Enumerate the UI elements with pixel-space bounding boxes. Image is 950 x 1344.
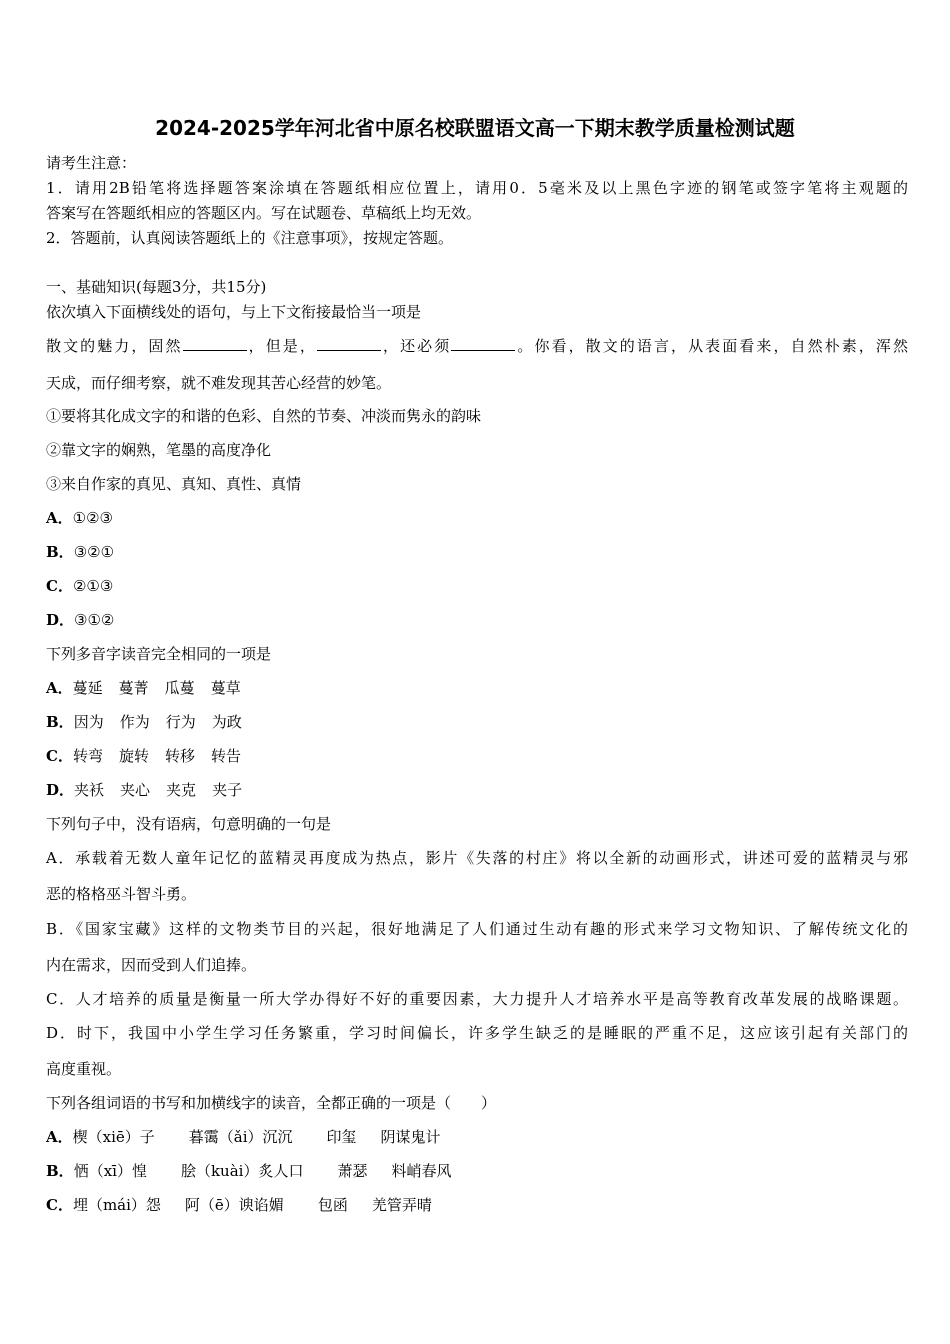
q1-passage-part-d: 。你看，散文的语言，从表面看来，自然朴素，浑然 xyxy=(515,337,908,355)
q4-option-b xyxy=(46,1160,451,1181)
q4-option-b-label: B． xyxy=(46,1162,74,1180)
q1-option-c-text: ②①③ xyxy=(72,577,114,595)
q4-option-b-item: 脍（kuài）炙人口 xyxy=(180,1162,304,1180)
q2-option-c xyxy=(46,745,241,766)
q2-option-b-word: 作为 xyxy=(119,713,150,731)
q1-option-b-label: B． xyxy=(46,543,74,561)
q2-option-a-word: 蔓延 xyxy=(72,679,103,697)
q1-option-a-text: ①②③ xyxy=(72,509,113,527)
q3-option-a-line-2: 恶的格格巫斗智斗勇。 xyxy=(46,885,197,903)
q2-option-c-word: 转弯 xyxy=(72,747,103,765)
q2-option-c-label: C． xyxy=(46,747,73,765)
notice-item-1-line-2: 答案写在答题纸相应的答题区内。写在试题卷、草稿纸上均无效。 xyxy=(46,204,482,222)
q1-passage-line-2: 天成，而仔细考察，就不难发现其苦心经营的妙笔。 xyxy=(46,374,392,392)
q4-option-a-item: 暮霭（ǎi）沉沉 xyxy=(188,1128,293,1146)
q1-sentence-3: ③来自作家的真见、真知、真性、真情 xyxy=(46,475,302,493)
q4-option-a-item: 楔（xiē）子 xyxy=(72,1128,155,1146)
q2-option-b-word: 为政 xyxy=(211,713,242,731)
fill-blank-1 xyxy=(183,338,247,351)
q2-option-b xyxy=(46,711,242,732)
q2-option-b-label: B． xyxy=(46,713,74,731)
notice-item-1-line-1: 1．请用2B铅笔将选择题答案涂填在答题纸相应位置上，请用0．5毫米及以上黑色字迹的钢笔或签字笔将主观题的 xyxy=(46,179,908,197)
q1-stem: 依次填入下面横线处的语句，与上下文衔接最恰当一项是 xyxy=(46,303,422,321)
q2-option-c-word: 旋转 xyxy=(118,747,149,765)
q4-option-a xyxy=(46,1126,441,1147)
q3-option-d-line-1: D．时下，我国中小学生学习任务繁重，学习时间偏长，许多学生缺乏的是睡眠的严重不足，这应该引起有关部门的 xyxy=(46,1024,908,1042)
q3-stem: 下列句子中，没有语病，句意明确的一句是 xyxy=(46,815,332,833)
q4-option-c-item: 埋（mái）怨 xyxy=(72,1196,161,1214)
q4-option-a-item: 阴谋鬼计 xyxy=(380,1128,441,1146)
q3-option-b-line-1: B．《国家宝藏》这样的文物类节目的兴起，很好地满足了人们通过生动有趣的形式来学习文物知识、了解传统文化的 xyxy=(46,920,908,938)
q3-option-a-line-1: A．承载着无数人童年记忆的蓝精灵再度成为热点，影片《失落的村庄》将以全新的动画形式，讲述可爱的蓝精灵与邪 xyxy=(46,849,908,867)
q1-passage-line-1 xyxy=(46,335,908,356)
q2-option-d xyxy=(46,779,242,800)
q1-option-d xyxy=(46,609,114,630)
q1-sentence-1: ①要将其化成文字的和谐的色彩、自然的节奏、冲淡而隽永的韵味 xyxy=(46,407,482,425)
q1-option-a-label: A． xyxy=(46,509,73,527)
q1-option-a xyxy=(46,507,113,528)
notice-heading: 请考生注意： xyxy=(46,154,137,172)
q1-option-c xyxy=(46,575,113,596)
fill-blank-2 xyxy=(317,338,381,351)
q1-sentence-2: ②靠文字的娴熟，笔墨的高度净化 xyxy=(46,441,272,459)
q4-option-c-item: 包函 xyxy=(317,1196,348,1214)
q4-option-c-item: 羌管弄晴 xyxy=(371,1196,432,1214)
q3-option-b-line-2: 内在需求，因而受到人们追捧。 xyxy=(46,956,257,974)
q1-passage-part-a: 散文的魅力，固然 xyxy=(46,337,183,355)
q2-option-d-word: 夹克 xyxy=(166,781,197,799)
q1-passage-part-b: ，但是， xyxy=(246,337,317,355)
section-1-heading: 一、基础知识(每题3分，共15分) xyxy=(46,278,267,296)
q4-option-c xyxy=(46,1194,432,1215)
q2-option-d-word: 夹袄 xyxy=(74,781,105,799)
q1-option-d-text: ③①② xyxy=(74,611,115,629)
q2-option-a-word: 瓜蔓 xyxy=(164,679,195,697)
q4-option-b-item: 料峭春风 xyxy=(391,1162,452,1180)
notice-item-2: 2．答题前，认真阅读答题纸上的《注意事项》，按规定答题。 xyxy=(46,229,454,247)
q2-option-a-label: A． xyxy=(46,679,73,697)
q4-stem: 下列各组词语的书写和加横线字的读音，全都正确的一项是（ ） xyxy=(46,1094,497,1112)
q2-option-d-word: 夹心 xyxy=(120,781,151,799)
q1-passage-part-c: ，还必须 xyxy=(380,337,452,355)
q4-option-b-item: 恓（xī）惶 xyxy=(73,1162,147,1180)
q4-option-c-item: 阿（ē）谀谄媚 xyxy=(184,1196,284,1214)
q2-option-a xyxy=(46,677,241,698)
q4-option-c-label: C． xyxy=(46,1196,73,1214)
q2-option-a-word: 蔓菁 xyxy=(118,679,149,697)
q2-option-a-word: 蔓草 xyxy=(210,679,241,697)
q3-option-d-line-2: 高度重视。 xyxy=(46,1060,122,1078)
q2-option-b-word: 行为 xyxy=(165,713,196,731)
q1-option-c-label: C． xyxy=(46,577,73,595)
q1-option-d-label: D． xyxy=(46,611,75,629)
q2-option-c-word: 转移 xyxy=(164,747,195,765)
page-title: 2024-2025学年河北省中原名校联盟语文高一下期末教学质量检测试题 xyxy=(155,116,795,140)
q4-option-b-item: 萧瑟 xyxy=(337,1162,368,1180)
q2-option-c-word: 转告 xyxy=(211,747,242,765)
q2-stem: 下列多音字读音完全相同的一项是 xyxy=(46,645,272,663)
q2-option-d-word: 夹子 xyxy=(212,781,243,799)
q1-option-b xyxy=(46,541,114,562)
q2-option-b-word: 因为 xyxy=(73,713,104,731)
q3-option-c-line-1: C．人才培养的质量是衡量一所大学办得好不好的重要因素，大力提升人才培养水平是高等教育改革发展的战略课题。 xyxy=(46,990,908,1008)
fill-blank-3 xyxy=(451,338,515,351)
q2-option-d-label: D． xyxy=(46,781,75,799)
q4-option-a-label: A． xyxy=(46,1128,73,1146)
q1-option-b-text: ③②① xyxy=(73,543,115,561)
q4-option-a-item: 印玺 xyxy=(326,1128,357,1146)
